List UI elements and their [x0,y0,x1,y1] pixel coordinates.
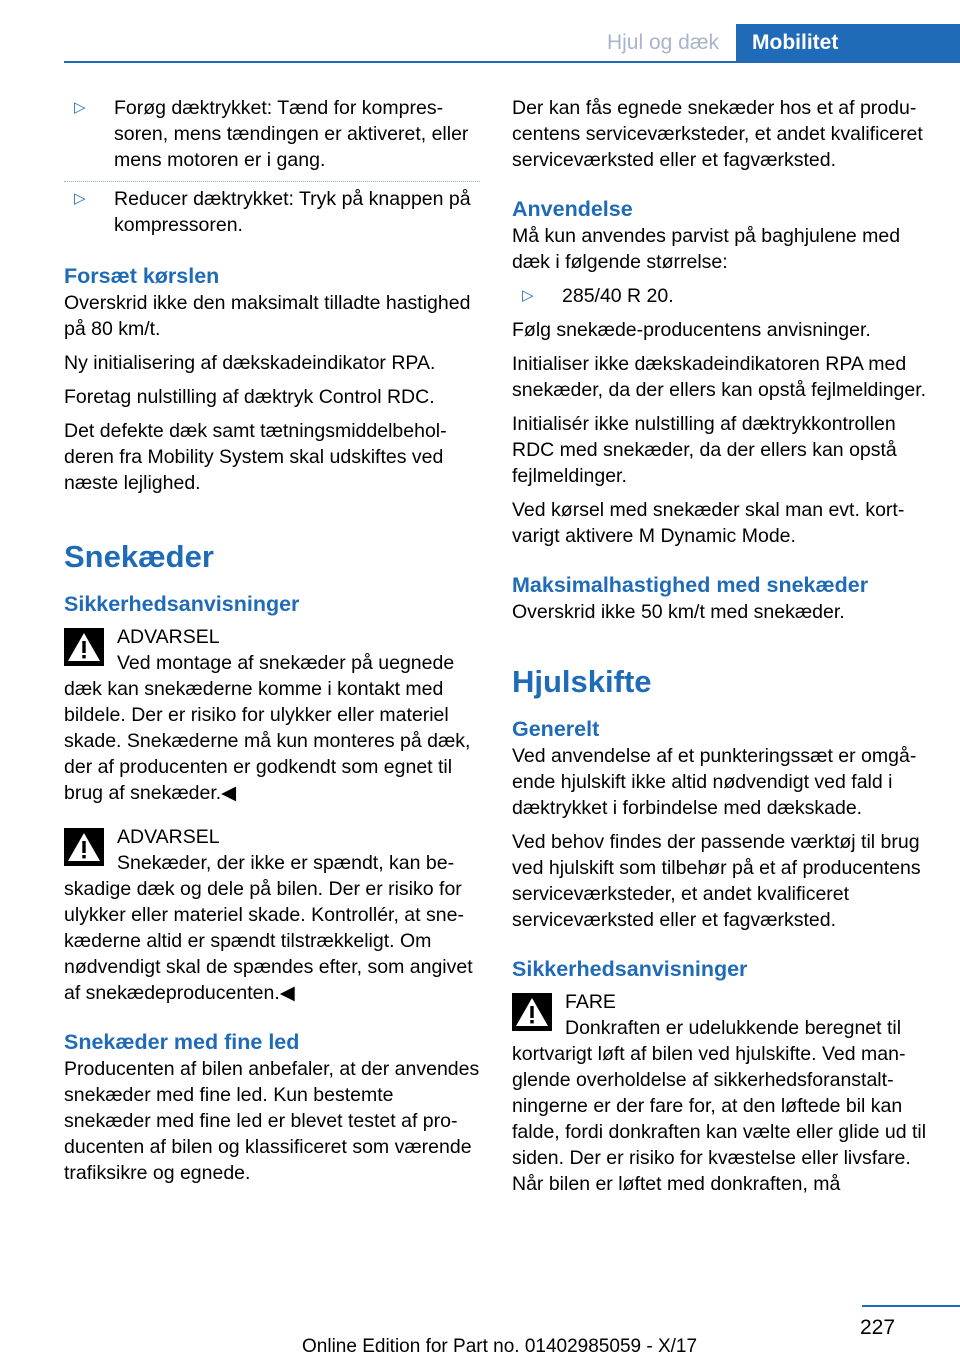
right-column [512,95,932,1205]
list-item [64,95,480,173]
heading-safety-instructions: Sikkerhedsanvisninger [64,592,300,616]
paragraph: Ved kørsel med snekæder skal man evt. kortvarigt aktivere M Dynamic Mode. [512,499,905,547]
warning-body [64,650,480,806]
danger-text: Donkraften er udelukkende beregnet til kortvarigt løft af bilen ved hjulskifte. Ved manglende overholdelse af sikkerhedsforanstaltningerne er der fare for, at den løftede bil kan falde, fordi donkraften kan vælte eller glide ud til siden. Der er risiko for kvæstelse eller livsfare. Når bilen er løftet med donkraften, må [512,1017,927,1195]
warning-text: Snekæder, der ikke er spændt, kan beskadige dæk og dele på bilen. Der er risiko for ulykker eller materiel skade. Kontrollér, at snekæderne altid er spændt tilstrækkeligt. Om nødvendigt skal de spændes efter, som angivet af snekædeproducenten.◀ [64,852,473,1004]
warning-triangle-icon [64,828,104,866]
paragraph: Initialiser ikke dækskadeindikatoren RPA med snekæder, da der ellers kan opstå fejlmeldinger. [512,353,927,401]
heading-safety-instructions: Sikkerhedsanvisninger [512,957,748,981]
paragraph: Foretag nulstilling af dæktryk Control RDC. [64,386,435,408]
list-item [64,186,480,238]
heading-continue-driving: Forsæt kørslen [64,264,220,288]
warning-title: ADVARSEL [117,826,220,848]
paragraph: Ved behov findes der passende værktøj til brug ved hjulskift som tilbehør på et af producentens serviceværksteder, et andet kvalificeret serviceværksted eller et fagværksted. [512,831,921,931]
heading-usage: Anvendelse [512,197,633,221]
footer-rule [862,1305,960,1307]
heading-max-speed: Maksimalhastighed med snekæder [512,573,869,597]
paragraph: Initialisér ikke nulstilling af dæktrykkontrollen RDC med snekæder, da der ellers kan opstå fejlmeldinger. [512,413,897,487]
paragraph: Der kan fås egnede snekæder hos et af producentens serviceværksteder, et andet kvalificeret serviceværksted eller et fagværksted. [512,97,923,171]
paragraph: Overskrid ikke den maksimalt tilladte hastighed på 80 km/t. [64,292,471,340]
page-header [0,0,960,62]
header-rule [64,61,960,63]
list-divider [64,181,480,182]
heading-fine-link-chains: Snekæder med fine led [64,1030,300,1054]
edition-note: Online Edition for Part no. 01402985059 - X/17 [302,1336,698,1357]
paragraph: Må kun anvendes parvist på baghjulene med dæk i følgende størrelse: [512,225,901,273]
warning-triangle-icon [512,993,552,1031]
paragraph: Ved anvendelse af et punkteringssæt er omgående hjulskift ikke altid nødvendigt ved fald i dæktrykket i forbindelse med dækskade. [512,745,917,819]
warning-block [64,624,480,806]
warning-triangle-icon [64,628,104,666]
bullet-triangle-icon: ▷ [522,287,534,304]
paragraph: Producenten af bilen anbefaler, at der anvendes snekæder med fine led. Kun bestemte snekæder med fine led er blevet testet af producenten af bilen og klassificeret som værende trafiksikre og egnede. [64,1058,480,1184]
danger-block [512,989,932,1197]
left-column [64,95,480,1194]
header-section-wheels-tires: Hjul og dæk [606,31,720,54]
list-item-text: Reducer dæktrykket: Tryk på knappen på kompressoren. [114,188,471,236]
heading-snow-chains: Snekæder [64,539,214,574]
warning-block [64,824,480,1006]
paragraph: Overskrid ikke 50 km/t med snekæder. [512,601,845,623]
paragraph: Følg snekæde-producentens anvisninger. [512,319,871,341]
warning-text: Ved montage af snekæder på uegnede dæk kan snekæderne komme i kontakt med bildele. Der er risiko for ulykker eller materiel skade. Snekæderne må kun monteres på dæk, der af producenten er godkendt som egnet til brug af snekæder.◀ [64,652,471,804]
page-number: 227 [860,1316,896,1339]
warning-body [64,850,480,1006]
heading-wheel-change: Hjulskifte [512,664,652,699]
header-chapter-mobility: Mobilitet [736,24,960,62]
warning-title: ADVARSEL [117,626,220,648]
danger-body [512,1015,932,1197]
list-item [512,283,932,309]
paragraph: Ny initialisering af dækskadeindikator RPA. [64,352,436,374]
heading-general: Generelt [512,717,600,741]
list-item-text: Forøg dæktrykket: Tænd for kompressoren, mens tændingen er aktiveret, eller mens motoren er i gang. [114,97,469,171]
bullet-triangle-icon: ▷ [74,190,86,207]
bullet-triangle-icon: ▷ [74,99,86,116]
danger-title: FARE [565,991,616,1013]
list-item-text: 285/40 R 20. [562,285,674,307]
paragraph: Det defekte dæk samt tætningsmiddelbeholderen fra Mobility System skal udskiftes ved næste lejlighed. [64,420,447,494]
